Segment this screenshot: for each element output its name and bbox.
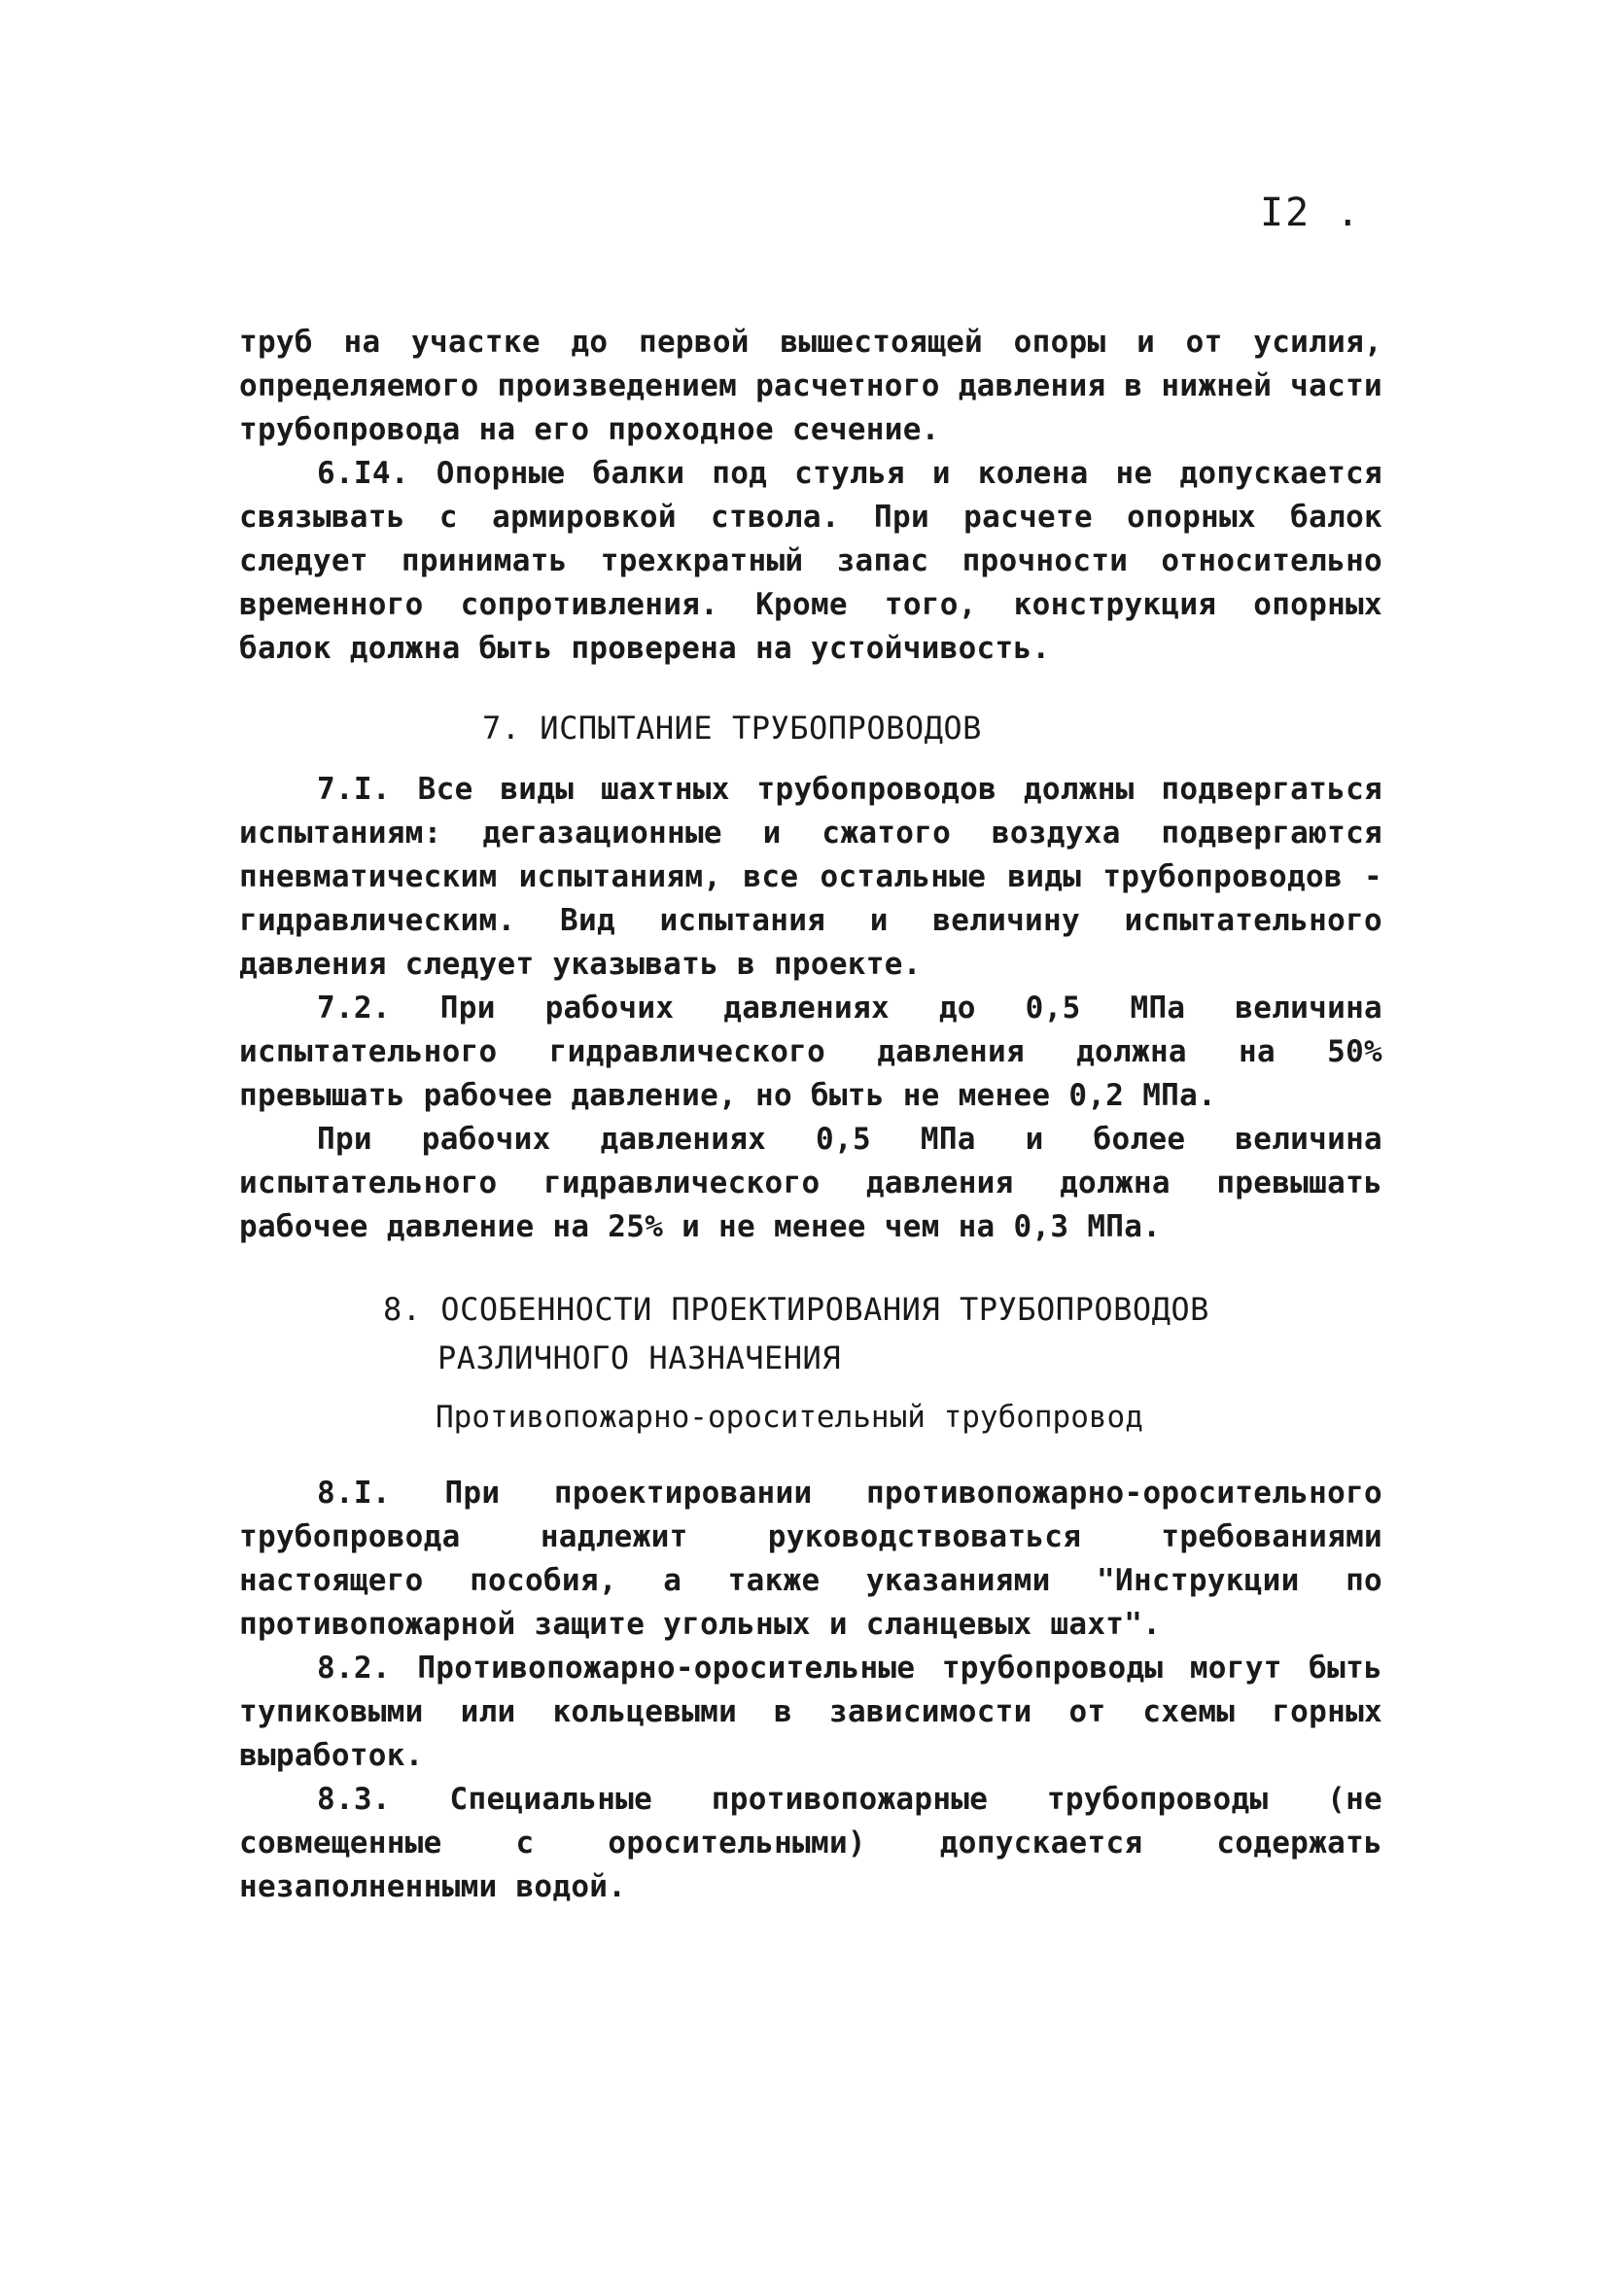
section-7-body (239, 768, 1382, 1249)
paragraph-6-14: 6.I4. Опорные балки под стулья и колена не допускается связывать с армировкой ствола. При расчете опорных балок следует принимать трехкратный запас прочности относительно временного сопротивления. Кроме того, конструкция опорных балок должна быть проверена на устойчивость. (239, 456, 1382, 666)
section-8-heading-line1: 8. ОСОБЕННОСТИ ПРОЕКТИРОВАНИЯ ТРУБОПРОВОДОВ (383, 1291, 1209, 1328)
paragraph-8-1: 8.I. При проектировании противопожарно-оросительного трубопровода надлежит руководствоваться требованиями настоящего пособия, а также указаниями "Инструкции по противопожарной защите угольных и сланцевых шахт". (239, 1476, 1382, 1642)
section-6-continuation (239, 321, 1382, 671)
paragraph-7-1: 7.I. Все виды шахтных трубопроводов должны подвергаться испытаниям: дегазационные и сжатого воздуха подвергаются пневматическим испытаниям, все остальные виды трубопроводов - гидравлическим. Вид испытания и величину испытательного давления следует указывать в проекте. (239, 772, 1382, 982)
paragraph-7-2: 7.2. При рабочих давлениях до 0,5 МПа величина испытательного гидравлического давления должна на 50% превышать рабочее давление, но быть не менее 0,2 МПа. (239, 991, 1382, 1113)
section-8-subheading: Противопожарно-оросительный трубопровод (436, 1400, 1143, 1435)
paragraph-7-2-continued: При рабочих давлениях 0,5 МПа и более величина испытательного гидравлического давления должна превышать рабочее давление на 25% и не менее чем на 0,3 МПа. (239, 1122, 1382, 1244)
paragraph-8-2: 8.2. Противопожарно-оросительные трубопроводы могут быть тупиковыми или кольцевыми в зависимости от схемы горных выработок. (239, 1651, 1382, 1773)
section-7-heading: 7. ИСПЫТАНИЕ ТРУБОПРОВОДОВ (482, 710, 982, 747)
page-number: I2 . (1260, 191, 1362, 235)
section-8-body (239, 1472, 1382, 1909)
section-8-heading-line2: РАЗЛИЧНОГО НАЗНАЧЕНИЯ (437, 1339, 842, 1376)
paragraph-8-3: 8.3. Специальные противопожарные трубопроводы (не совмещенные с оросительными) допускается содержать незаполненными водой. (239, 1782, 1382, 1904)
paragraph-continuation: труб на участке до первой вышестоящей опоры и от усилия, определяемого произведением расчетного давления в нижней части трубопровода на его проходное сечение. (239, 325, 1382, 447)
